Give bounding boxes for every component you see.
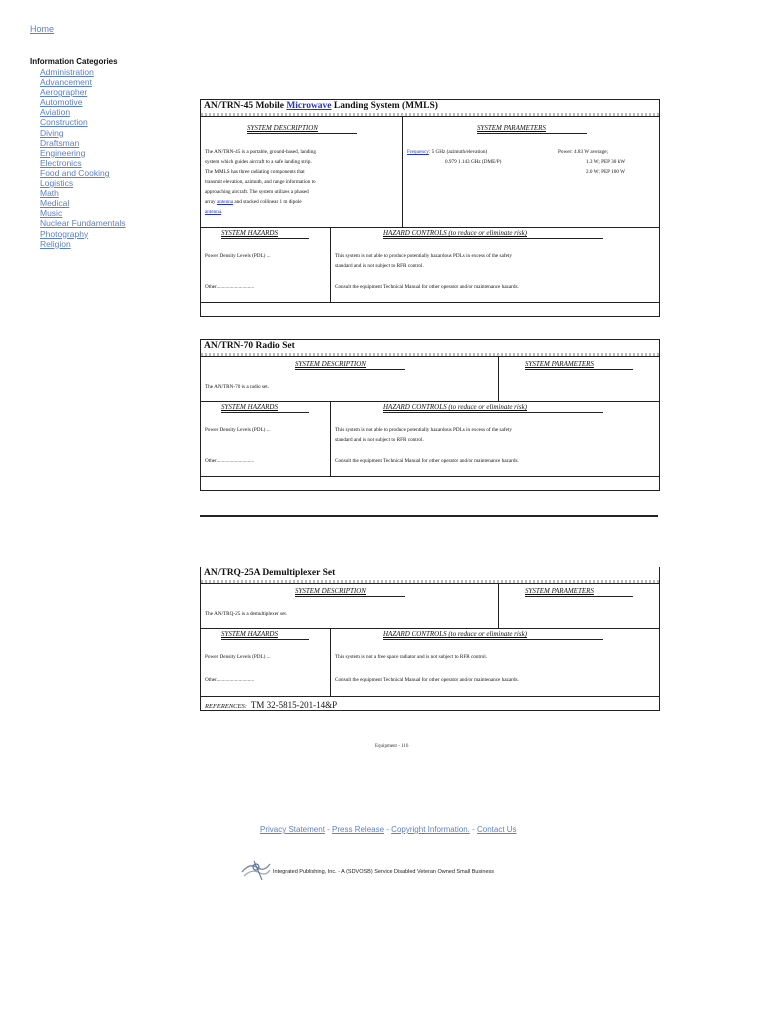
category-link-administration[interactable]: Administration: [40, 67, 94, 77]
references-value: TM 32-5815-201-14&P: [250, 700, 338, 710]
hazard-controls-header: HAZARD CONTROLS (to reduce or eliminate risk): [383, 229, 528, 237]
category-list: [40, 67, 126, 249]
system-parameters-cell: [499, 357, 659, 401]
copyright-information-link[interactable]: Copyright Information.: [391, 825, 470, 834]
category-link-religion[interactable]: Religion: [40, 238, 71, 249]
home-link[interactable]: Home: [30, 24, 55, 34]
category-link-food-and-cooking[interactable]: Food and Cooking: [40, 167, 110, 178]
category-link-medical[interactable]: Medical: [40, 198, 70, 209]
microwave-link[interactable]: Microwave: [286, 101, 332, 111]
category-link-diving[interactable]: Diving: [40, 127, 64, 138]
frequency-link[interactable]: Frequency: [407, 149, 429, 155]
system-parameters-header: SYSTEM PARAMETERS: [525, 360, 594, 368]
hazard-controls-cell: HAZARD CONTROLS (to reduce or eliminate risk) This system is not able to produce potentially hazardous PDLs in excess of the safety standard and is not subject to RFR control. Consult the equipment Technical Manual for other operator and/or maintenance hazards.: [331, 402, 659, 476]
category-link-advancement[interactable]: Advancement: [40, 77, 92, 88]
system-hazards-cell: SYSTEM HAZARDS Power Density Levels (PDL) ... Other.............................: [201, 402, 331, 476]
section-divider: [200, 515, 658, 517]
privacy-statement-link[interactable]: Privacy Statement: [260, 825, 325, 834]
system-hazards-header: SYSTEM HAZARDS: [221, 403, 278, 411]
antenna-link[interactable]: antenna: [216, 199, 234, 205]
press-release-link[interactable]: Press Release: [332, 825, 385, 834]
contact-us-link[interactable]: Contact Us: [476, 825, 517, 834]
category-link-aerographer[interactable]: Aerographer: [40, 87, 88, 98]
system-hazards-cell: SYSTEM HAZARDS Power Density Levels (PDL) ... Other.............................: [201, 629, 331, 696]
category-link-math[interactable]: Math: [40, 188, 59, 199]
antenna-link[interactable]: antenna: [205, 209, 222, 215]
doc-title: AN/TRQ-25A Demultiplexer Set: [204, 568, 336, 578]
category-link-engineering[interactable]: Engineering: [40, 147, 86, 158]
references-label: REFERENCES:: [205, 703, 247, 710]
doc-title: AN/TRN-45 Mobile Microwave Landing System (MMLS): [204, 101, 438, 111]
category-link-music[interactable]: Music: [40, 208, 63, 219]
page-number: Equipment - 116: [375, 744, 409, 749]
hazard-controls-cell: HAZARD CONTROLS (to reduce or eliminate risk) This system is not able to produce potentially hazardous PDLs in excess of the safety standard and is not subject to RFR control. Consult the equipment Technical Manual for other operator and/or maintenance hazards.: [331, 228, 659, 302]
system-parameters-cell: SYSTEM PARAMETERS Frequency: 5 GHz (azimuth/elevation) 0.979 1.143 GHz (DME/P) Power: 4.83 W average; 1.3 W; PEP 30 kW 2.0 W; PEP 100 W: [407, 124, 626, 175]
categories-title: Information Categories: [30, 57, 118, 66]
doc-an-trq-25a: [200, 567, 660, 711]
system-parameters-header: SYSTEM PARAMETERS: [477, 124, 546, 132]
category-link-logistics[interactable]: Logistics: [40, 178, 74, 189]
system-hazards-header: SYSTEM HAZARDS: [221, 229, 278, 237]
hazard-controls-cell: HAZARD CONTROLS (to reduce or eliminate risk) This system is not a free space radiator and is not subject to RFR control. Consult the equipment Technical Manual for other operator and/or maintenance hazards.: [331, 629, 659, 696]
system-description-cell: SYSTEM DESCRIPTION The AN/TRN-70 is a radio set.: [201, 357, 499, 401]
empty-footer-row: [201, 303, 659, 316]
company-logo-icon: [240, 858, 272, 889]
hazard-controls-header: HAZARD CONTROLS (to reduce or eliminate risk): [383, 403, 528, 411]
system-description-cell: [201, 117, 403, 227]
system-parameters-cell: [499, 584, 659, 628]
category-link-aviation[interactable]: Aviation: [40, 107, 71, 118]
references-row: [201, 697, 659, 710]
doc-an-trn-45: [200, 99, 660, 317]
category-link-electronics[interactable]: Electronics: [40, 157, 82, 168]
system-parameters-header: SYSTEM PARAMETERS: [525, 587, 594, 595]
category-link-nuclear-fundamentals[interactable]: Nuclear Fundamentals: [40, 218, 126, 229]
system-description-header: SYSTEM DESCRIPTION: [295, 587, 366, 595]
system-hazards-header: SYSTEM HAZARDS: [221, 630, 278, 638]
category-link-photography[interactable]: Photography: [40, 228, 89, 239]
doc-an-trn-70: [200, 339, 660, 491]
system-hazards-cell: SYSTEM HAZARDS Power Density Levels (PDL) ... Other.............................: [201, 228, 331, 302]
hazard-controls-header: HAZARD CONTROLS (to reduce or eliminate risk): [383, 630, 528, 638]
category-link-draftsman[interactable]: Draftsman: [40, 137, 80, 148]
company-statement: Integrated Publishing, Inc. - A (SDVOSB) Service Disabled Veteran Owned Small Business: [273, 869, 495, 875]
footer-links: Privacy Statement - Press Release - Copyright Information. - Contact Us: [260, 825, 517, 834]
empty-footer-row: [201, 477, 659, 490]
category-link-construction[interactable]: Construction: [40, 117, 88, 128]
system-description-text: The AN/TRN-45 is a portable, ground-based, landing system which guides aircraft to a safe landing strip. The MMLS has three radiating components that transmit elevation, azimuth, and range information to approaching aircraft. The system utilizes a phased array antenna and stacked collinear 1 m dipole antenna.: [205, 149, 316, 215]
system-description-header: SYSTEM DESCRIPTION: [247, 124, 318, 132]
system-description-cell: SYSTEM DESCRIPTION The AN/TRQ-25 is a demultiplexer set.: [201, 584, 499, 628]
category-link-automotive[interactable]: Automotive: [40, 97, 83, 108]
system-description-header: SYSTEM DESCRIPTION: [295, 360, 366, 368]
doc-title: AN/TRN-70 Radio Set: [204, 341, 295, 351]
